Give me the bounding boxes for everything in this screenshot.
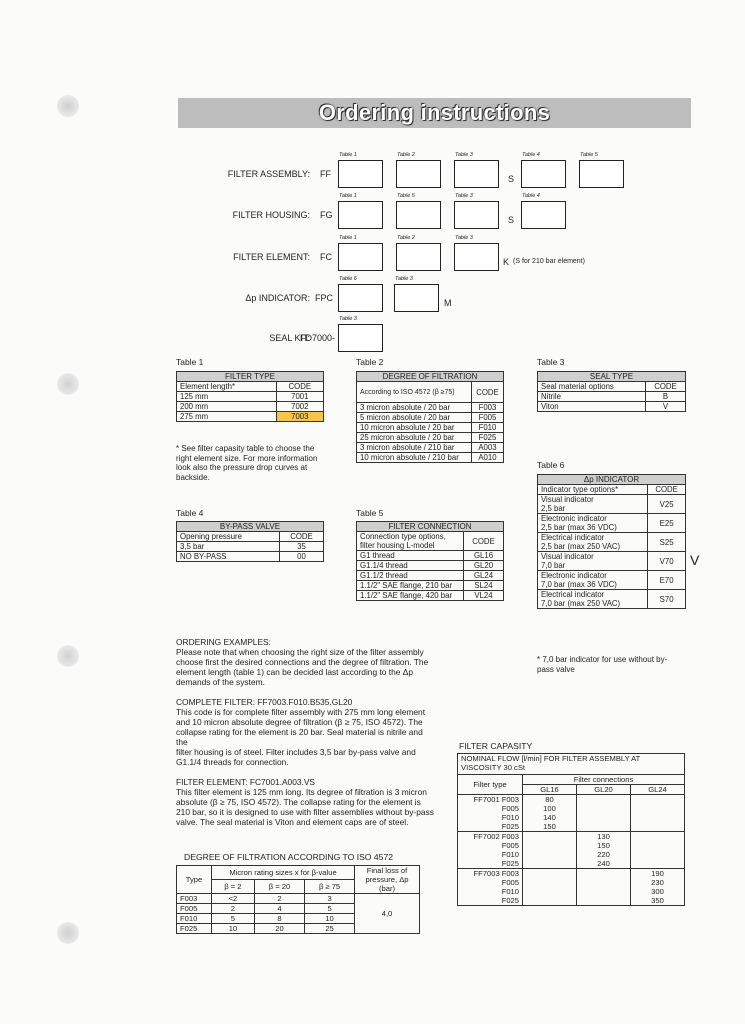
table-cell: 35 (279, 542, 323, 552)
table-cell: 275 mm (177, 412, 277, 422)
table-cell: A010 (471, 453, 503, 463)
table-cell (538, 495, 648, 514)
table1-note: * See filter capasity table to choose the right element size. For more information look also the pressure drop curves at backside. (176, 444, 318, 482)
table-cell: E70 (648, 571, 686, 590)
text-line: valve. The seal material is Viton and element caps are of steel. (176, 817, 409, 827)
order-row-label: FILTER ASSEMBLY: (227, 169, 310, 179)
table-cell: S25 (648, 533, 686, 552)
text-line: and 10 micron absolute degree of filtration (β ≥ 75, ISO 4572). The (176, 717, 423, 727)
examples-heading: ORDERING EXAMPLES: (176, 637, 271, 647)
table-cell: 25 micron absolute / 20 bar (357, 433, 472, 443)
text-line: This code is for complete filter assembly with 275 mm long element (176, 707, 426, 717)
table-cell: F025 (471, 433, 503, 443)
order-row-label: FILTER HOUSING: (232, 210, 310, 220)
order-row-suffix: K (503, 257, 510, 267)
box-table-ref: Table 3 (339, 316, 357, 322)
punch-hole (57, 373, 79, 395)
table-cell: SL24 (464, 581, 504, 591)
text-line: This filter element is 125 mm long. Its degree of filtration is 3 micron (176, 787, 427, 797)
table-cell: G1.1/2 thread (357, 571, 464, 581)
code-entry-box[interactable] (338, 201, 383, 229)
table-cell: 10 micron absolute / 20 bar (357, 423, 472, 433)
box-table-ref: Table 5 (397, 193, 415, 199)
table1-caption: Table 1 (176, 357, 204, 367)
indicator-rating: 7,0 bar (max 250 VAC) (541, 599, 621, 608)
page-title: Ordering instructions (318, 100, 551, 125)
table-cell: 25 (305, 924, 355, 934)
table6-col-code: CODE (648, 485, 686, 495)
filtration-code: F010 (501, 850, 519, 859)
table-row (357, 561, 504, 571)
table-cell (538, 533, 648, 552)
table-cell: NO BY-PASS (177, 552, 280, 562)
table-cell: 2 (254, 894, 304, 904)
table-cell: 10 micron absolute / 210 bar (357, 453, 472, 463)
flow-value: 100 (543, 804, 556, 813)
order-row-prefix: FPC (315, 293, 333, 303)
table-row (357, 443, 504, 453)
table-row (357, 551, 504, 561)
table-cell: 10 (212, 924, 255, 934)
table-row (538, 552, 686, 571)
table-cell: 3 micron absolute / 210 bar (357, 443, 472, 453)
table-cell: Nitrile (538, 392, 646, 402)
table-cell: 5 micron absolute / 20 bar (357, 413, 472, 423)
box-table-ref: Table 3 (455, 193, 473, 199)
code-entry-box[interactable] (396, 201, 441, 229)
code-entry-box[interactable] (454, 160, 499, 188)
table6-col-options: Indicator type options* (538, 485, 648, 495)
table-cell: 8 (254, 914, 304, 924)
text-line: 210 bar, so it is designed to use with filter assemblies without by-pass (176, 807, 434, 817)
order-row-label: Δp INDICATOR: (245, 293, 310, 303)
table-cell: 3 micron absolute / 20 bar (357, 403, 472, 413)
indicator-rating: 2,5 bar (max 36 VDC) (541, 523, 617, 532)
table3-heading: SEAL TYPE (538, 372, 686, 382)
flow-value: 350 (651, 896, 664, 905)
box-table-ref: Table 3 (395, 276, 413, 282)
box-table-ref: Table 2 (397, 152, 415, 158)
order-row-prefix: FG (320, 210, 333, 220)
table-row (458, 869, 685, 906)
table-row (357, 591, 504, 601)
table-row (538, 533, 686, 552)
flow-value: 150 (597, 841, 610, 850)
table4-caption: Table 4 (176, 508, 204, 518)
capacity-col-connections: Filter connections (523, 775, 685, 785)
capacity-cell-gl16 (523, 832, 577, 869)
table-cell (538, 552, 648, 571)
order-row-label: FILTER ELEMENT: (233, 252, 310, 262)
capacity-col-gl16: GL16 (523, 785, 577, 795)
table5-heading: FILTER CONNECTION (357, 522, 504, 532)
table3-seal-type (537, 371, 686, 412)
box-table-ref: Table 1 (339, 152, 357, 158)
table2-caption: Table 2 (356, 357, 384, 367)
table-row (538, 495, 686, 514)
capacity-cell-gl24 (631, 795, 685, 832)
table5-caption: Table 5 (356, 508, 384, 518)
table-row (357, 453, 504, 463)
example2-heading: FILTER ELEMENT: FC7001.A003.VS (176, 777, 316, 787)
box-table-ref: Table 5 (580, 152, 598, 158)
table-cell: 1.1/2" SAE flange, 210 bar (357, 581, 464, 591)
order-row-suffix: M (444, 298, 452, 308)
filtration-code: F025 (501, 896, 519, 905)
text-line: filter housing is of steel. Filter includes 3,5 bar by-pass valve and (176, 747, 416, 757)
table-cell: G1.1/4 thread (357, 561, 464, 571)
table5-filter-connection (356, 521, 504, 601)
table1-heading: FILTER TYPE (177, 372, 324, 382)
order-row-label: SEAL KIT: (269, 333, 310, 343)
box-table-ref: Table 6 (339, 276, 357, 282)
table-cell: 4 (254, 904, 304, 914)
text-line: G1.1/4 threads for connection. (176, 757, 289, 767)
box-table-ref: Table 2 (397, 235, 415, 241)
degree-col-group: Micron rating sizes x for β-value (212, 866, 355, 880)
table-cell: F003 (471, 403, 503, 413)
table-cell: 10 (305, 914, 355, 924)
degree-col-type: Type (177, 866, 212, 894)
text-line: collapse rating for the element is 20 bar. Seal material is nitrile and the (176, 727, 423, 747)
table1-col-code: CODE (276, 382, 323, 392)
table-cell: F010 (471, 423, 503, 433)
filtration-code: F003 (501, 832, 519, 841)
indicator-rating: 7,0 bar (max 36 VDC) (541, 580, 617, 589)
code-entry-box[interactable] (521, 201, 566, 229)
filtration-code: F010 (501, 887, 519, 896)
table5-col-code: CODE (464, 532, 504, 551)
order-row-prefix: FF (320, 169, 331, 179)
degree-col-final: Final loss of pressure, Δp (bar) (355, 866, 420, 894)
flow-value: 300 (651, 887, 664, 896)
table-cell: A003 (471, 443, 503, 453)
example2-text (176, 787, 436, 827)
example1-heading: COMPLETE FILTER: FF7003.F010.B535.GL20 (176, 697, 353, 707)
indicator-type: Electronic indicator (541, 571, 607, 580)
text-line: choose first the desired connections and the degree of filtration. The (176, 657, 429, 667)
table-cell: 5 (212, 914, 255, 924)
filtration-code: F003 (501, 795, 519, 804)
flow-value: 130 (597, 832, 610, 841)
table-cell: V (646, 402, 686, 412)
filtration-code: F010 (501, 813, 519, 822)
table-cell: 20 (254, 924, 304, 934)
ordering-examples (176, 637, 436, 827)
table-cell: G1 thread (357, 551, 464, 561)
table4-col-pressure: Opening pressure (177, 532, 280, 542)
code-entry-box[interactable] (338, 284, 383, 312)
indicator-rating: 2,5 bar (max 250 VAC) (541, 542, 621, 551)
indicator-type: Visual indicator (541, 552, 594, 561)
punch-hole (57, 95, 79, 117)
table4-heading: BY-PASS VALVE (177, 522, 324, 532)
table-cell: F003 (177, 894, 212, 904)
highlighted-code-cell: 7003 (276, 412, 323, 422)
handwritten-check-mark: V (690, 552, 700, 568)
table2-heading: DEGREE OF FILTRATION (357, 372, 504, 382)
filtration-code: F005 (501, 804, 519, 813)
order-row-prefix: FC (320, 252, 332, 262)
punch-hole (57, 922, 79, 944)
flow-value: 230 (651, 878, 664, 887)
examples-intro (176, 647, 436, 687)
degree-col-beta2: β = 2 (212, 880, 255, 894)
filtration-code: F005 (501, 841, 519, 850)
table-cell: VL24 (464, 591, 504, 601)
filtration-code: F003 (501, 869, 519, 878)
table-row (458, 795, 685, 832)
indicator-rating: 2,5 bar (541, 504, 566, 513)
text-line: element length (table 1) can be decided last according to the Δp (176, 667, 413, 677)
table-cell: Viton (538, 402, 646, 412)
table-cell (538, 514, 648, 533)
table6-heading: Δp INDICATOR (538, 475, 686, 485)
table-cell: 5 (305, 904, 355, 914)
example1-text (176, 707, 436, 767)
table-row (357, 423, 504, 433)
capacity-title: FILTER CAPASITY (459, 741, 533, 751)
order-row-suffix: S (508, 215, 515, 225)
capacity-col-type: Filter type (458, 775, 523, 795)
table-cell: V70 (648, 552, 686, 571)
table-row (458, 832, 685, 869)
degree-col-beta20: β = 20 (254, 880, 304, 894)
table-row (538, 514, 686, 533)
table3-caption: Table 3 (537, 357, 565, 367)
box-table-ref: Table 1 (339, 193, 357, 199)
table-cell: GL20 (464, 561, 504, 571)
table1-col-length: Element length* (177, 382, 277, 392)
code-entry-box[interactable] (454, 243, 499, 271)
capacity-filter-type (458, 869, 523, 906)
table-cell: B (646, 392, 686, 402)
code-entry-box[interactable] (338, 324, 383, 352)
flow-value: 220 (597, 850, 610, 859)
box-table-ref: Table 1 (339, 235, 357, 241)
table-row (538, 571, 686, 590)
table-cell: F025 (177, 924, 212, 934)
table-cell: 7002 (276, 402, 323, 412)
table-row (357, 433, 504, 443)
table-cell: V25 (648, 495, 686, 514)
table-cell: 200 mm (177, 402, 277, 412)
filter-model: FF7001 (473, 795, 500, 804)
text-line: absolute (β ≥ 75, ISO 4572). The collapse rating for the element is (176, 797, 421, 807)
filter-capacity-table (457, 753, 685, 906)
table6-dp-indicator (537, 474, 686, 609)
table6-note: * 7,0 bar indicator for use without by-pass valve (537, 655, 668, 674)
degree-table-title: DEGREE OF FILTRATION ACCORDING TO ISO 4572 (184, 852, 393, 862)
degree-of-filtration-table (176, 865, 420, 934)
capacity-col-gl24: GL24 (631, 785, 685, 795)
title-banner (178, 98, 691, 128)
flow-value: 140 (543, 813, 556, 822)
table2-col-iso: According to ISO 4572 (β ≥75) (357, 382, 472, 403)
code-entry-box[interactable] (454, 201, 499, 229)
table-cell: 3 (305, 894, 355, 904)
indicator-type: Electrical indicator (541, 590, 605, 599)
table-cell: S70 (648, 590, 686, 609)
table5-col-connection: Connection type options, filter housing L-model (357, 532, 464, 551)
table2-col-code: CODE (471, 382, 503, 403)
table-cell: E25 (648, 514, 686, 533)
flow-value: 190 (651, 869, 664, 878)
flow-value: 150 (543, 822, 556, 831)
code-entry-box[interactable] (394, 284, 439, 312)
table6-caption: Table 6 (537, 460, 565, 470)
table-cell: 2 (212, 904, 255, 914)
code-entry-box[interactable] (579, 160, 624, 188)
capacity-cell-gl20 (577, 795, 631, 832)
filtration-code: F025 (501, 822, 519, 831)
box-table-ref: Table 4 (522, 152, 540, 158)
flow-value: 240 (597, 859, 610, 868)
table-cell: F010 (177, 914, 212, 924)
table-cell: GL16 (464, 551, 504, 561)
table-cell: 3,5 bar (177, 542, 280, 552)
table4-col-code: CODE (279, 532, 323, 542)
text-line: Please note that when choosing the right size of the filter assembly (176, 647, 424, 657)
table3-col-code: CODE (646, 382, 686, 392)
box-table-ref: Table 4 (522, 193, 540, 199)
table-cell: 125 mm (177, 392, 277, 402)
indicator-rating: 7,0 bar (541, 561, 566, 570)
code-entry-box[interactable] (396, 243, 441, 271)
punch-hole (57, 645, 79, 667)
table-row (357, 581, 504, 591)
table4-bypass-valve (176, 521, 324, 562)
capacity-cell-gl16 (523, 869, 577, 906)
filter-model: FF7002 (473, 832, 500, 841)
degree-col-beta75: β ≥ 75 (305, 880, 355, 894)
table-row (357, 413, 504, 423)
table-cell: 1.1/2" SAE flange, 420 bar (357, 591, 464, 601)
table-cell: F005 (471, 413, 503, 423)
code-entry-box[interactable] (338, 160, 383, 188)
capacity-cell-gl20 (577, 832, 631, 869)
box-table-ref: Table 3 (455, 235, 473, 241)
table-row (357, 403, 504, 413)
filtration-code: F025 (501, 859, 519, 868)
table-cell (538, 590, 648, 609)
order-row-prefix: FD7000- (300, 333, 336, 343)
table-row (538, 590, 686, 609)
table2-degree-of-filtration (356, 371, 504, 463)
table-cell: 7001 (276, 392, 323, 402)
order-row-suffix: S (508, 174, 515, 184)
table1-filter-type (176, 371, 324, 422)
table-cell: F005 (177, 904, 212, 914)
capacity-col-gl20: GL20 (577, 785, 631, 795)
indicator-type: Electrical indicator (541, 533, 605, 542)
capacity-cell-gl24 (631, 869, 685, 906)
capacity-filter-type (458, 795, 523, 832)
table3-col-material: Seal material options (538, 382, 646, 392)
filter-model: FF7003 (473, 869, 500, 878)
flow-value: 80 (545, 795, 554, 804)
table-row (357, 571, 504, 581)
capacity-cell-gl20 (577, 869, 631, 906)
table-cell (538, 571, 648, 590)
code-entry-box[interactable] (338, 243, 383, 271)
code-entry-box[interactable] (521, 160, 566, 188)
capacity-cell-gl16 (523, 795, 577, 832)
code-entry-box[interactable] (396, 160, 441, 188)
indicator-type: Electronic indicator (541, 514, 607, 523)
text-line: demands of the system. (176, 677, 265, 687)
capacity-subtitle: NOMINAL FLOW [l/min] FOR FILTER ASSEMBLY AT VISCOSITY 30 cSt (458, 754, 685, 775)
table-cell: 00 (279, 552, 323, 562)
table-cell: GL24 (464, 571, 504, 581)
capacity-filter-type (458, 832, 523, 869)
order-row-suffix-note: (S for 210 bar element) (513, 258, 585, 265)
filtration-code: F005 (501, 878, 519, 887)
table-cell: <2 (212, 894, 255, 904)
indicator-type: Visual indicator (541, 495, 594, 504)
box-table-ref: Table 3 (455, 152, 473, 158)
degree-final-value: 4,0 (355, 894, 420, 934)
capacity-cell-gl24 (631, 832, 685, 869)
